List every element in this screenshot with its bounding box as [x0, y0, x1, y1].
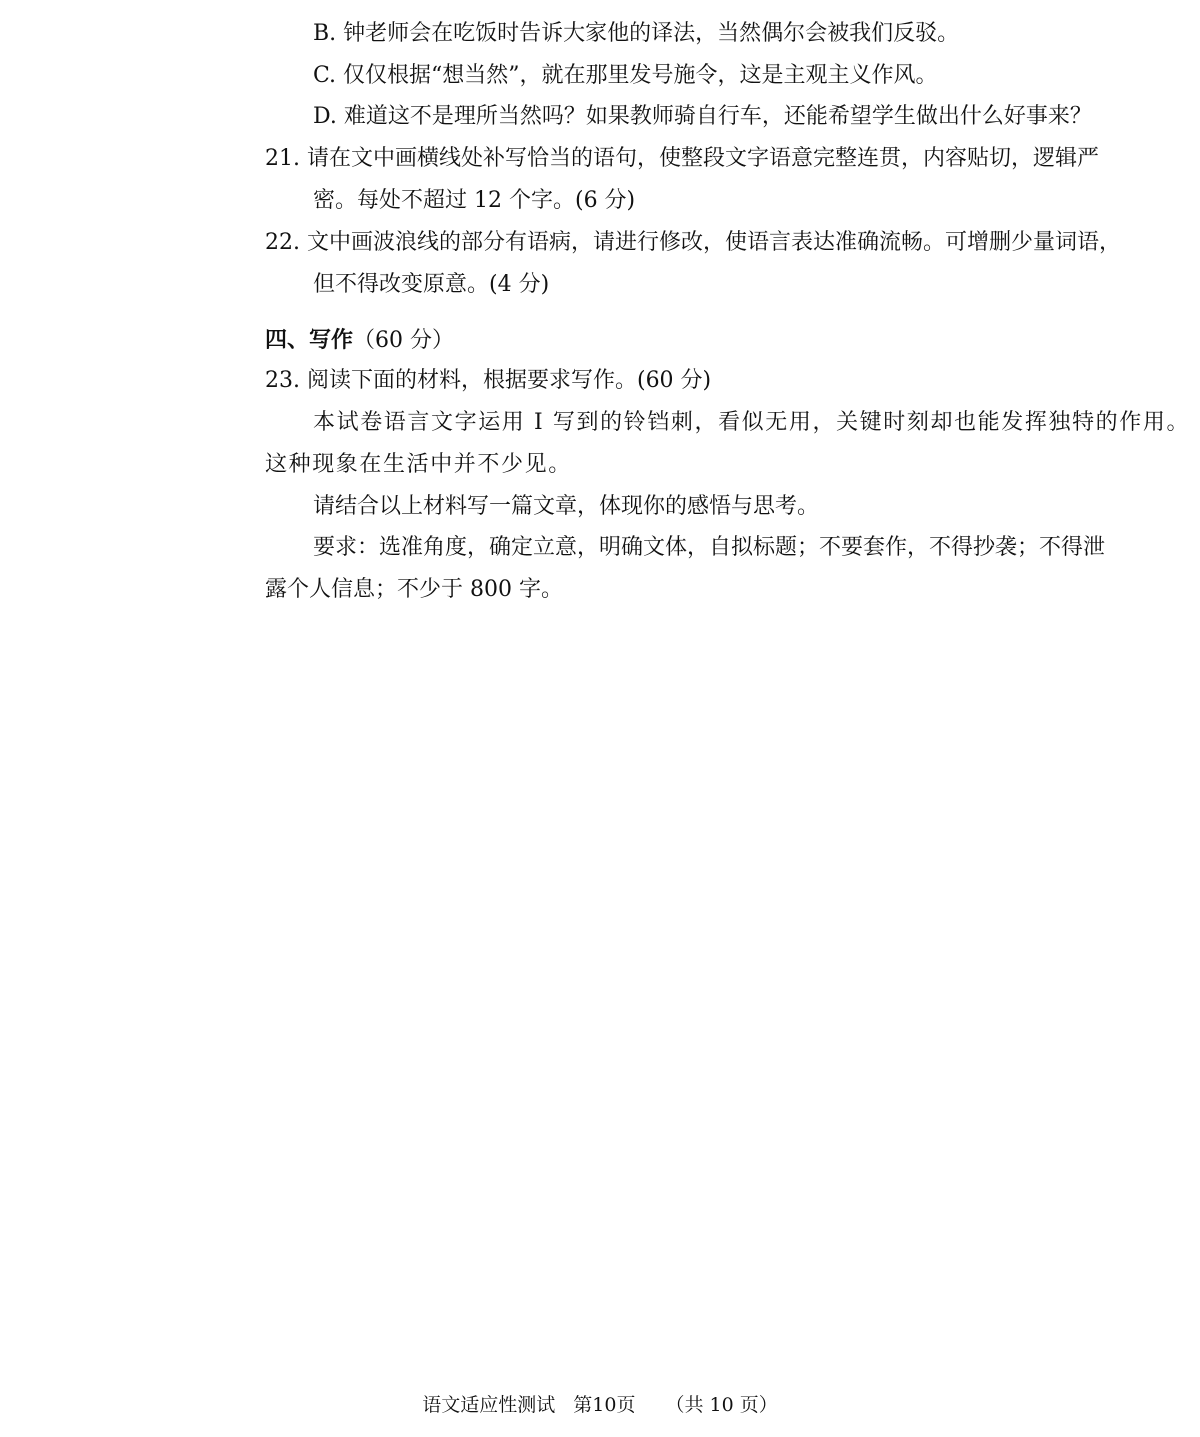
requirement-line-2: 露个人信息；不少于 800 字。 — [265, 577, 563, 602]
section-score: （60 分） — [353, 328, 455, 353]
question-23-prompt: 23. 阅读下面的材料，根据要求写作。(60 分) — [265, 368, 712, 393]
requirement-line-1: 要求：选准角度，确定立意，明确文体，自拟标题；不要套作，不得抄袭；不得泄 — [313, 535, 1106, 560]
question-21-line-2: 密。每处不超过 12 个字。(6 分) — [313, 188, 636, 213]
option-d: D. 难道这不是理所当然吗？如果教师骑自行车，还能希望学生做出什么好事来？ — [313, 104, 1092, 129]
material-line-2: 这种现象在生活中并不少见。 — [265, 452, 572, 477]
question-22-line-1: 22. 文中画波浪线的部分有语病，请进行修改，使语言表达准确流畅。可增删少量词语， — [265, 230, 1121, 255]
question-21-line-1: 21. 请在文中画横线处补写恰当的语句，使整段文字语意完整连贯，内容贴切，逻辑严 — [265, 146, 1099, 171]
writing-instruction: 请结合以上材料写一篇文章，体现你的感悟与思考。 — [313, 494, 820, 519]
option-c: C. 仅仅根据“想当然”，就在那里发号施令，这是主观主义作风。 — [313, 63, 938, 88]
footer-total-pages: （共 10 页） — [665, 1394, 778, 1416]
page-footer — [0, 1391, 1200, 1419]
question-22-line-2: 但不得改变原意。(4 分) — [313, 272, 550, 297]
footer-page-number: 第10页 — [573, 1394, 636, 1416]
option-b: B. 钟老师会在吃饭时告诉大家他的译法，当然偶尔会被我们反驳。 — [313, 21, 960, 46]
footer-subject: 语文适应性测试 — [422, 1394, 556, 1416]
section-title: 四、写作 — [265, 327, 354, 353]
section-heading — [265, 325, 454, 356]
material-line-1: 本试卷语言文字运用 I 写到的铃铛刺，看似无用，关键时刻却也能发挥独特的作用。 — [313, 410, 1191, 435]
